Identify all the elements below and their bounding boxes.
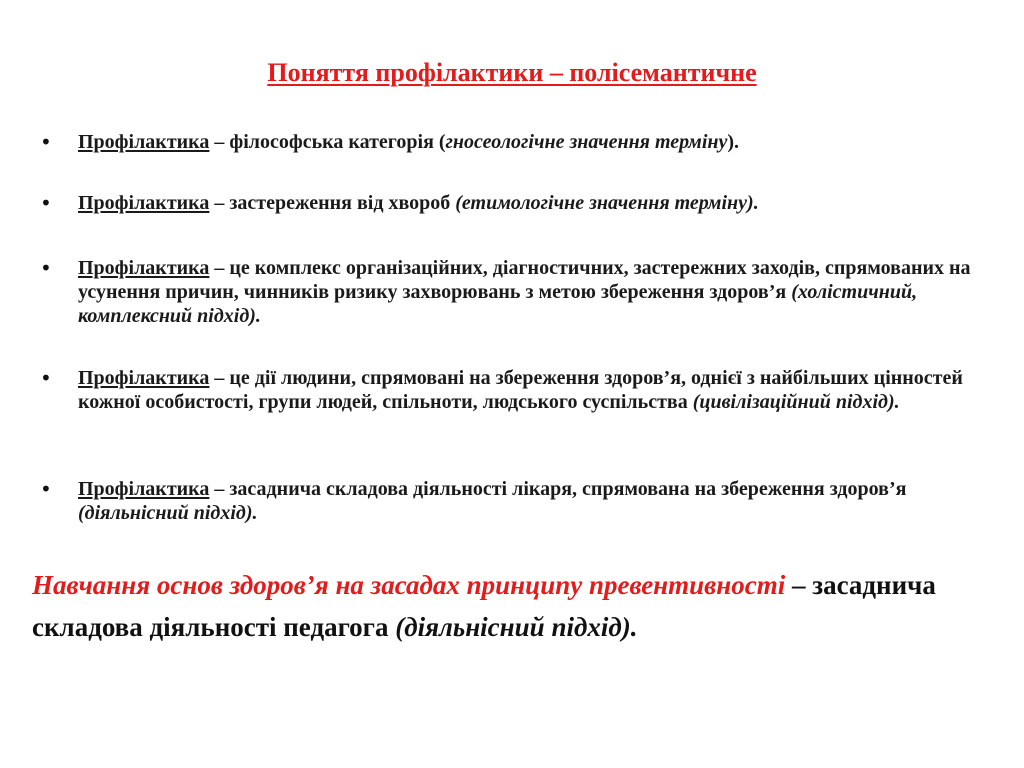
bullet-text: [78, 130, 1000, 154]
bullet-item: [40, 477, 1000, 525]
bullet-item: [40, 256, 1000, 328]
bullet-note: (цивілізаційний підхід).: [692, 391, 900, 413]
bullet-definition: – застереження від хвороб: [209, 192, 456, 214]
bullet-text: [78, 256, 1000, 328]
bullet-term: Профілактика: [78, 131, 210, 153]
bullet-definition: – філософська категорія (: [209, 131, 446, 153]
slide-title: Поняття профілактики – полісемантичне: [267, 58, 757, 87]
conclusion-statement: [32, 564, 1017, 648]
bullet-text: [78, 366, 1000, 414]
bullet-dot-icon: •: [40, 366, 52, 390]
bullet-note: (діяльнісний підхід).: [78, 502, 258, 524]
conclusion-text: – засаднича складова діяльності педагога: [32, 570, 936, 642]
conclusion-highlight: Навчання основ здоров’я на засадах принципу превентивності: [32, 570, 786, 600]
bullet-term: Профілактика: [78, 257, 210, 279]
bullet-term: Профілактика: [78, 478, 210, 500]
bullet-dot-icon: •: [40, 191, 52, 215]
bullet-note: гносеологічне значення терміну: [445, 131, 728, 153]
bullet-item: [40, 191, 1000, 215]
bullet-term: Профілактика: [78, 367, 210, 389]
bullet-note: (етимологічне значення терміну).: [455, 192, 759, 214]
bullet-definition: – це дії людини, спрямовані на збереження здоров’я, однієї з найбільших цінностей кожної особистості, групи людей, спільноти, людського суспільства: [78, 367, 963, 413]
bullet-dot-icon: •: [40, 130, 52, 154]
bullet-dot-icon: •: [40, 256, 52, 280]
bullet-text: [78, 477, 1000, 525]
bullet-definition: – це комплекс організаційних, діагностичних, застережних заходів, спрямованих на усунення причин, чинників ризику захворювань з метою збереження здоров’я: [78, 257, 971, 303]
bullet-item: [40, 130, 1000, 154]
bullet-term: Профілактика: [78, 192, 210, 214]
bullet-text: [78, 191, 1000, 215]
bullet-definition: – засаднича складова діяльності лікаря, спрямована на збереження здоров’я: [209, 478, 907, 500]
bullet-dot-icon: •: [40, 477, 52, 501]
conclusion-note: (діяльнісний підхід).: [395, 612, 638, 642]
bullet-item: [40, 366, 1000, 414]
bullet-tail: ).: [727, 131, 740, 153]
bullet-note: (холістичний, комплексний підхід).: [78, 281, 918, 327]
